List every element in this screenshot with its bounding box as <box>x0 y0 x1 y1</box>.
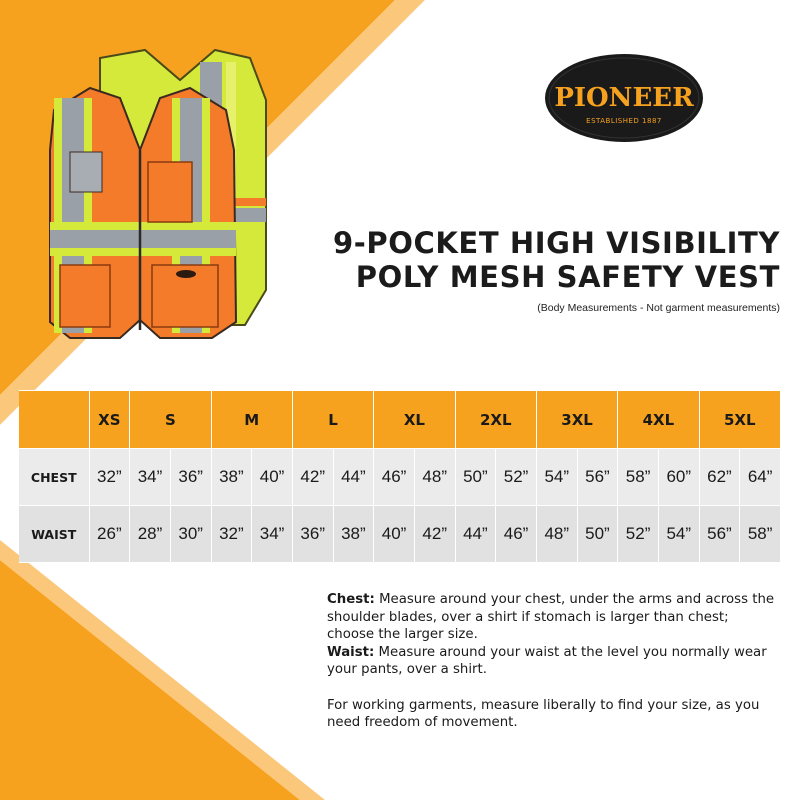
size-header-3xl: 3XL <box>536 391 617 449</box>
size-header-corner <box>19 391 89 449</box>
chest-cell: 56” <box>577 449 618 506</box>
chest-cell: 34” <box>130 449 171 506</box>
size-chart-table <box>19 390 781 563</box>
chest-instruction <box>327 591 777 644</box>
waist-cell: 58” <box>740 506 781 563</box>
size-header-2xl: 2XL <box>455 391 536 449</box>
waist-cell: 30” <box>170 506 211 563</box>
waist-row <box>19 506 781 563</box>
waist-cell: 42” <box>414 506 455 563</box>
size-header-row <box>19 391 781 449</box>
title-block <box>333 226 780 314</box>
waist-cell: 44” <box>455 506 496 563</box>
chest-cell: 54” <box>536 449 577 506</box>
chest-cell: 50” <box>455 449 496 506</box>
chest-row <box>19 449 781 506</box>
chest-cell: 38” <box>211 449 252 506</box>
product-title-line-2: POLY MESH SAFETY VEST <box>355 260 780 294</box>
waist-cell: 26” <box>89 506 130 563</box>
waist-instruction <box>327 644 777 679</box>
chest-cell: 40” <box>252 449 293 506</box>
measurement-note: (Body Measurements - Not garment measurements) <box>537 302 780 314</box>
safety-vest-image <box>40 40 280 370</box>
waist-cell: 56” <box>699 506 740 563</box>
chest-row-label: CHEST <box>19 449 89 506</box>
chest-cell: 46” <box>374 449 415 506</box>
size-header-l: L <box>292 391 373 449</box>
waist-cell: 48” <box>536 506 577 563</box>
waist-cell: 34” <box>252 506 293 563</box>
chest-cell: 48” <box>414 449 455 506</box>
waist-cell: 54” <box>658 506 699 563</box>
chest-cell: 44” <box>333 449 374 506</box>
measurement-instructions <box>327 591 777 732</box>
chest-cell: 32” <box>89 449 130 506</box>
waist-cell: 50” <box>577 506 618 563</box>
size-header-5xl: 5XL <box>699 391 780 449</box>
size-header-xs: XS <box>89 391 130 449</box>
chest-cell: 62” <box>699 449 740 506</box>
waist-instruction-text: Measure around your waist at the level you normally wear your pants, over a shirt. <box>327 644 767 677</box>
waist-cell: 52” <box>618 506 659 563</box>
chest-cell: 64” <box>740 449 781 506</box>
chest-instruction-text: Measure around your chest, under the arms and across the shoulder blades, over a shirt if stomach is larger than chest; choose the larger size. <box>327 592 775 642</box>
brand-name: PIONEER <box>554 83 694 113</box>
chest-cell: 58” <box>618 449 659 506</box>
product-title-line-1: 9-POCKET HIGH VISIBILITY <box>332 226 780 260</box>
brand-tagline: ESTABLISHED 1887 <box>586 117 662 125</box>
size-header-xl: XL <box>374 391 455 449</box>
size-header-s: S <box>130 391 211 449</box>
size-header-4xl: 4XL <box>618 391 699 449</box>
waist-instruction-label: Waist: <box>327 644 375 660</box>
waist-cell: 28” <box>130 506 171 563</box>
waist-row-label: WAIST <box>19 506 89 563</box>
working-garments-note: For working garments, measure liberally to find your size, as you need freedom of movement. <box>327 697 760 730</box>
waist-cell: 36” <box>292 506 333 563</box>
waist-cell: 46” <box>496 506 537 563</box>
chest-instruction-label: Chest: <box>327 592 375 607</box>
pioneer-logo <box>543 52 705 144</box>
size-header-m: M <box>211 391 292 449</box>
waist-cell: 32” <box>211 506 252 563</box>
waist-cell: 38” <box>333 506 374 563</box>
chest-cell: 60” <box>658 449 699 506</box>
chest-cell: 36” <box>170 449 211 506</box>
waist-cell: 40” <box>374 506 415 563</box>
chest-cell: 52” <box>496 449 537 506</box>
chest-cell: 42” <box>292 449 333 506</box>
